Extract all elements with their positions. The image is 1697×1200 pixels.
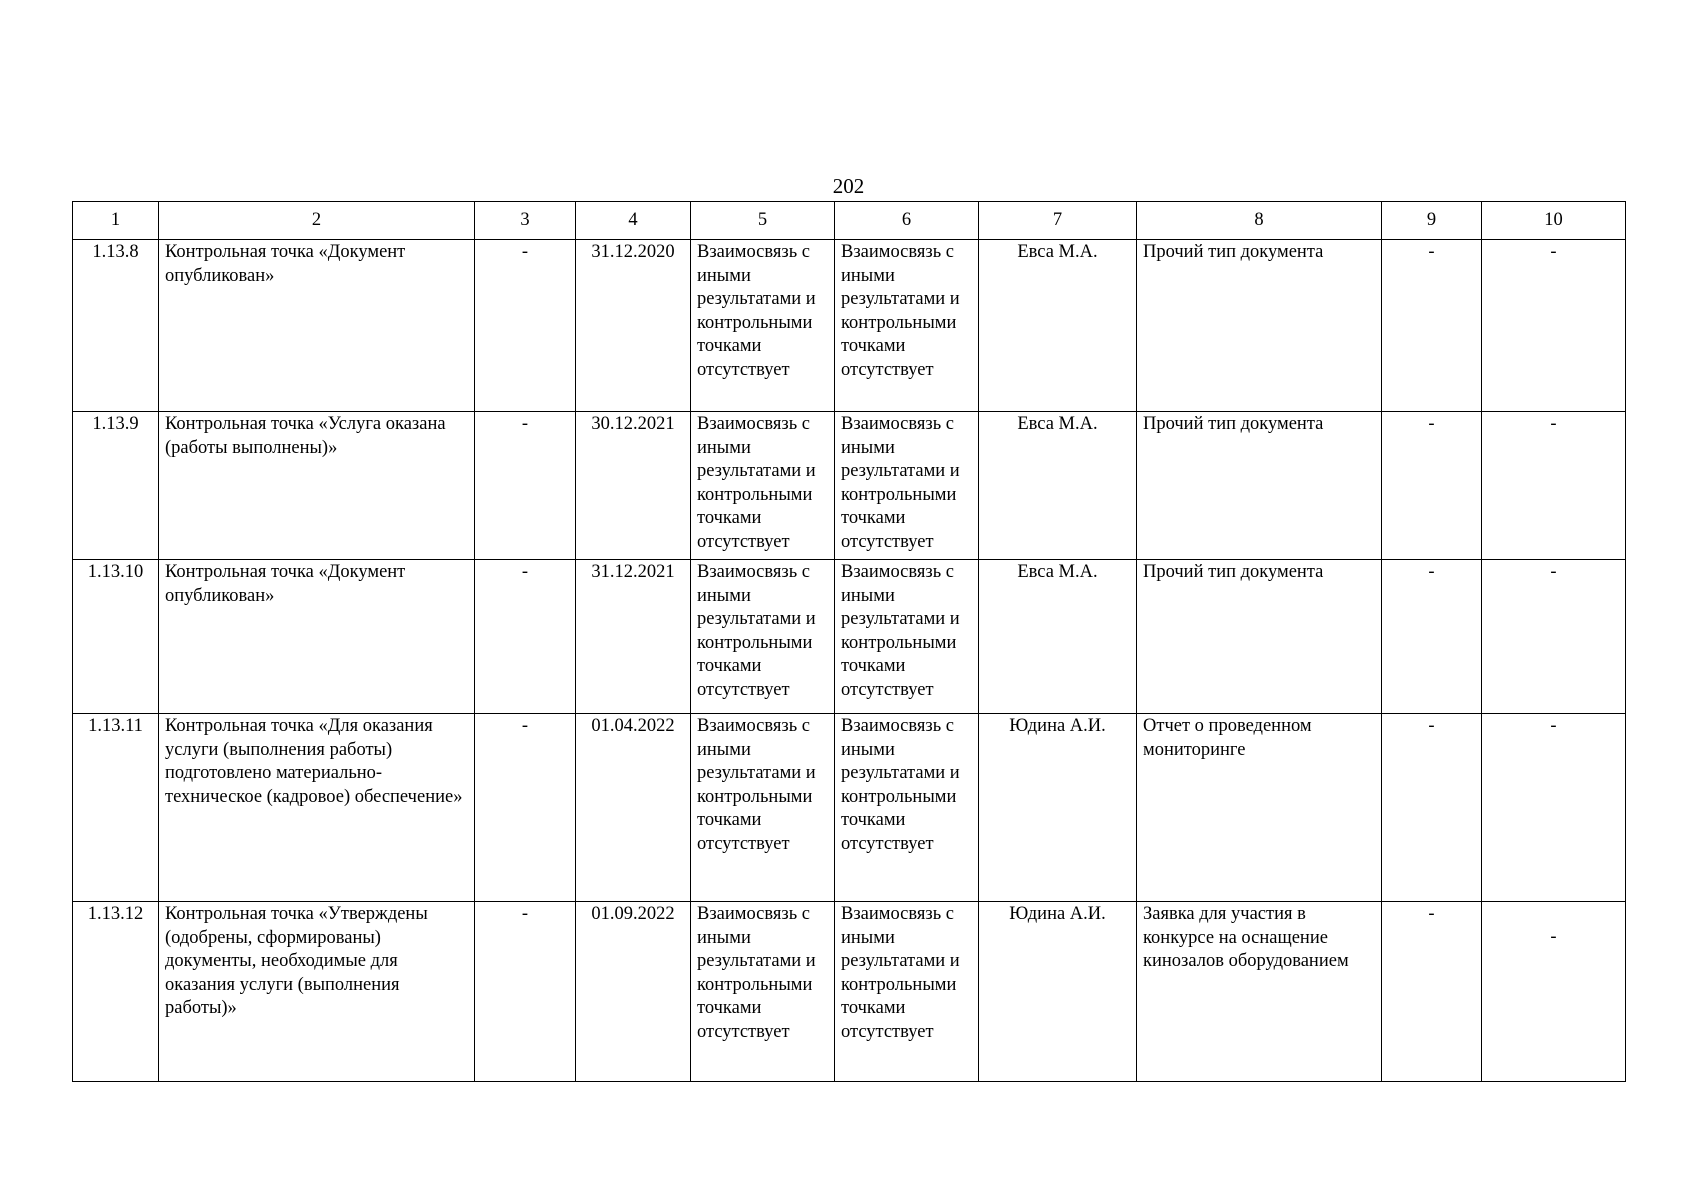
deadline-date: 31.12.2021 [576, 560, 691, 714]
column-header: 1 [73, 202, 159, 240]
cell-col3: - [475, 714, 576, 902]
relation-text: Взаимосвязь с иными результатами и контрольными точками отсутствует [691, 902, 835, 1082]
deadline-date: 30.12.2021 [576, 412, 691, 560]
column-header: 6 [835, 202, 979, 240]
cell-col9: - [1382, 560, 1482, 714]
relation-text: Взаимосвязь с иными результатами и контрольными точками отсутствует [835, 412, 979, 560]
relation-text: Взаимосвязь с иными результатами и контрольными точками отсутствует [691, 560, 835, 714]
responsible-person: Юдина А.И. [979, 902, 1137, 1082]
column-header: 4 [576, 202, 691, 240]
document-type: Прочий тип документа [1137, 560, 1382, 714]
relation-text: Взаимосвязь с иными результатами и контрольными точками отсутствует [691, 240, 835, 412]
cell-col9: - [1382, 714, 1482, 902]
cell-col3: - [475, 412, 576, 560]
table-row [73, 560, 1626, 714]
page-number: 202 [832, 174, 865, 198]
row-number: 1.13.9 [73, 412, 159, 560]
column-header: 5 [691, 202, 835, 240]
relation-text: Взаимосвязь с иными результатами и контрольными точками отсутствует [835, 902, 979, 1082]
cell-col3: - [475, 902, 576, 1082]
control-point-name: Контрольная точка «Документ опубликован» [159, 560, 475, 714]
column-header: 7 [979, 202, 1137, 240]
document-type: Прочий тип документа [1137, 240, 1382, 412]
column-header: 9 [1382, 202, 1482, 240]
responsible-person: Евса М.А. [979, 240, 1137, 412]
cell-col9: - [1382, 240, 1482, 412]
responsible-person: Евса М.А. [979, 412, 1137, 560]
relation-text: Взаимосвязь с иными результатами и контрольными точками отсутствует [835, 240, 979, 412]
table-row [73, 412, 1626, 560]
control-point-name: Контрольная точка «Для оказания услуги (выполнения работы) подготовлено материально-техническое (кадровое) обеспечение» [159, 714, 475, 902]
responsible-person: Евса М.А. [979, 560, 1137, 714]
cell-col10: - [1482, 902, 1626, 1082]
cell-col10: - [1482, 240, 1626, 412]
control-point-name: Контрольная точка «Утверждены (одобрены, сформированы) документы, необходимые для оказания услуги (выполнения работы)» [159, 902, 475, 1082]
column-header: 10 [1482, 202, 1626, 240]
relation-text: Взаимосвязь с иными результатами и контрольными точками отсутствует [835, 560, 979, 714]
row-number: 1.13.12 [73, 902, 159, 1082]
cell-col3: - [475, 240, 576, 412]
control-point-name: Контрольная точка «Документ опубликован» [159, 240, 475, 412]
table-row [73, 240, 1626, 412]
column-header: 2 [159, 202, 475, 240]
control-points-table [72, 201, 1626, 1082]
relation-text: Взаимосвязь с иными результатами и контрольными точками отсутствует [691, 412, 835, 560]
cell-col9: - [1382, 412, 1482, 560]
document-type: Прочий тип документа [1137, 412, 1382, 560]
control-point-name: Контрольная точка «Услуга оказана (работы выполнены)» [159, 412, 475, 560]
cell-col3: - [475, 560, 576, 714]
table-row [73, 714, 1626, 902]
cell-col10: - [1482, 714, 1626, 902]
cell-col10: - [1482, 560, 1626, 714]
document-type: Заявка для участия в конкурсе на оснащение кинозалов оборудованием [1137, 902, 1382, 1082]
column-header: 8 [1137, 202, 1382, 240]
deadline-date: 31.12.2020 [576, 240, 691, 412]
column-header: 3 [475, 202, 576, 240]
row-number: 1.13.11 [73, 714, 159, 902]
table-row [73, 902, 1626, 1082]
cell-col9: - [1382, 902, 1482, 1082]
document-type: Отчет о проведенном мониторинге [1137, 714, 1382, 902]
cell-col10: - [1482, 412, 1626, 560]
relation-text: Взаимосвязь с иными результатами и контрольными точками отсутствует [835, 714, 979, 902]
header-row [73, 202, 1626, 240]
responsible-person: Юдина А.И. [979, 714, 1137, 902]
row-number: 1.13.8 [73, 240, 159, 412]
deadline-date: 01.09.2022 [576, 902, 691, 1082]
relation-text: Взаимосвязь с иными результатами и контрольными точками отсутствует [691, 714, 835, 902]
row-number: 1.13.10 [73, 560, 159, 714]
deadline-date: 01.04.2022 [576, 714, 691, 902]
